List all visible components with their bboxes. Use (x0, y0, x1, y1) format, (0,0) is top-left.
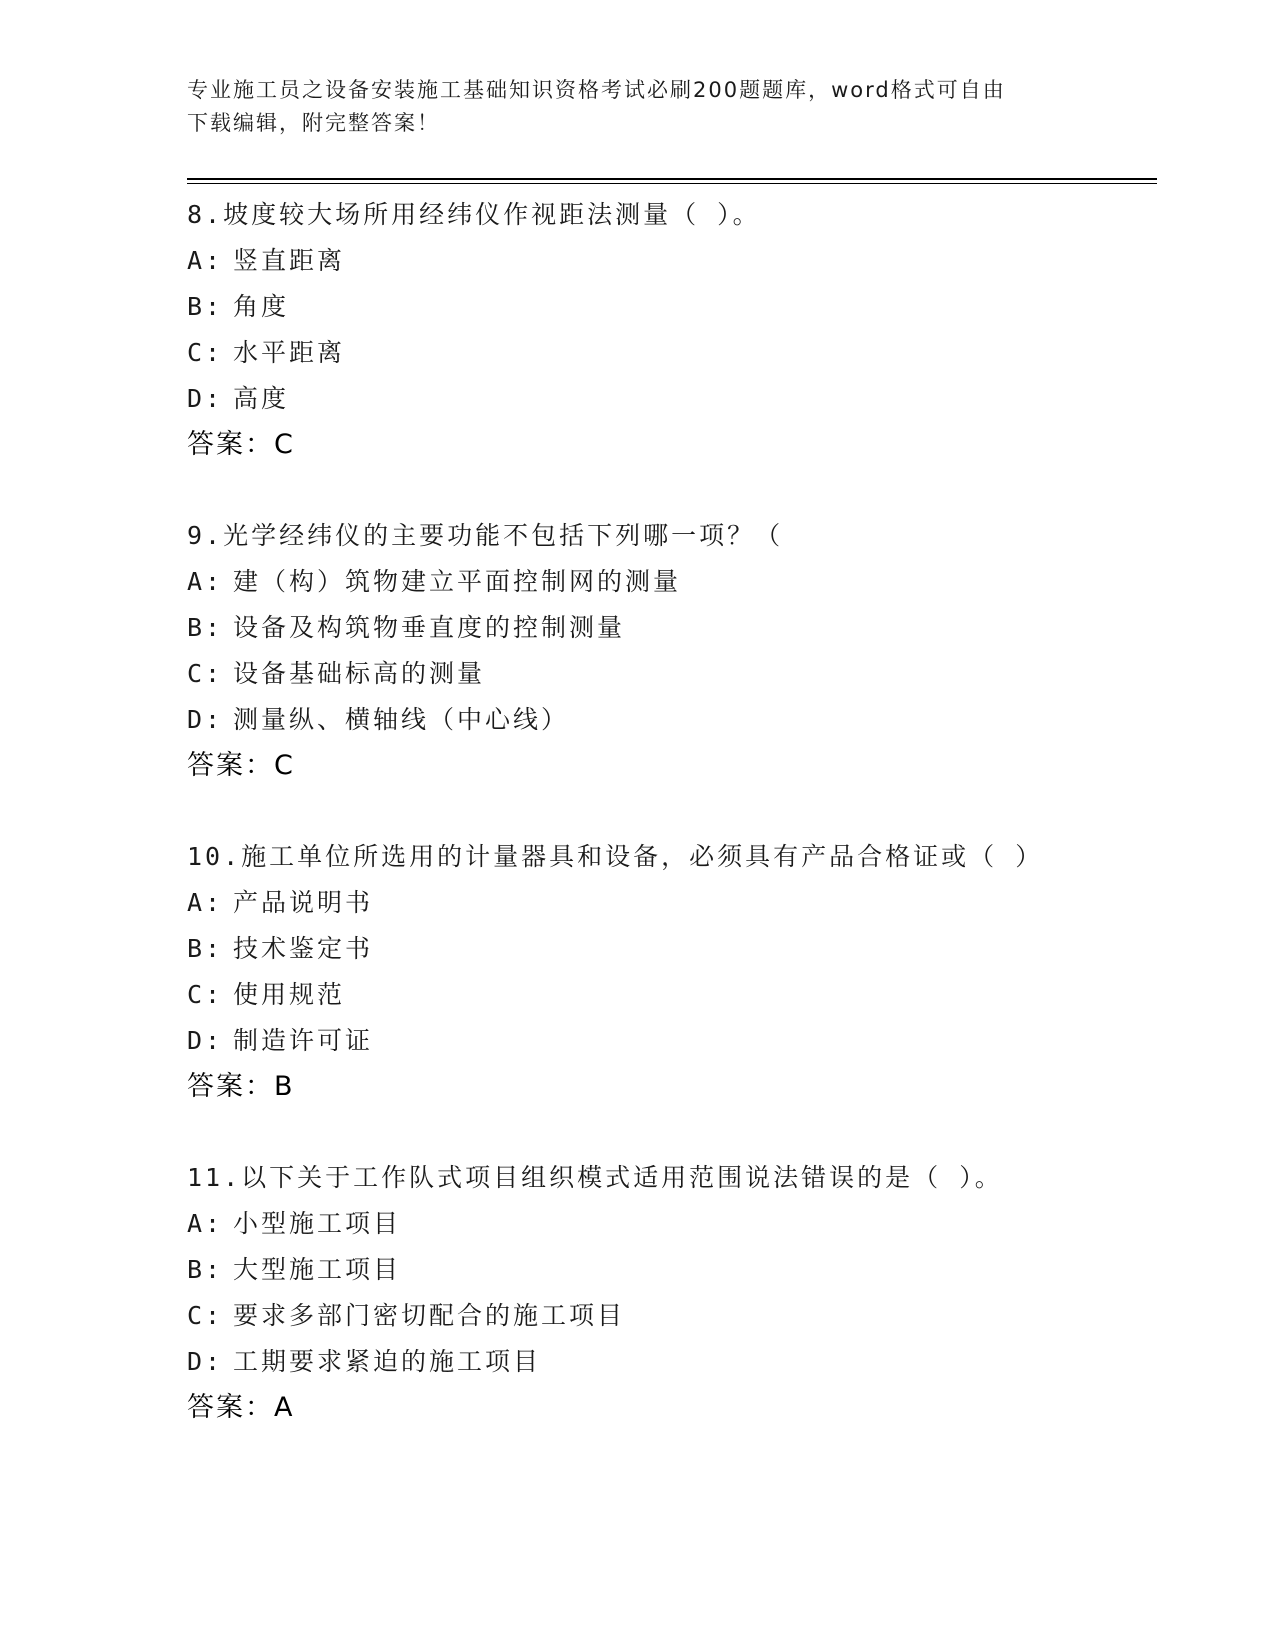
option-c (187, 330, 1147, 376)
question-list (187, 192, 1147, 1431)
option-text: 要求多部门密切配合的施工项目 (233, 1301, 626, 1330)
option-key: D: (187, 1026, 224, 1055)
option-text: 使用规范 (233, 980, 346, 1009)
option-text: 大型施工项目 (233, 1255, 402, 1284)
answer-line: 答案：A (187, 1392, 295, 1423)
option-a (187, 238, 1147, 284)
option-key: C: (187, 980, 224, 1009)
question-gap (187, 468, 1147, 513)
option-d (187, 376, 1147, 422)
option-key: C: (187, 659, 224, 688)
header-line-1: 专业施工员之设备安装施工基础知识资格考试必刷200题题库，word格式可自由 (187, 78, 1006, 102)
option-text: 设备及构筑物垂直度的控制测量 (233, 613, 626, 642)
question-item (187, 834, 1147, 1110)
option-key: B: (187, 613, 224, 642)
option-text: 小型施工项目 (233, 1209, 402, 1238)
header-divider-thick (187, 178, 1157, 180)
option-a (187, 559, 1147, 605)
option-b (187, 605, 1147, 651)
document-header (187, 74, 1087, 140)
option-c (187, 972, 1147, 1018)
option-key: A: (187, 1209, 224, 1238)
option-key: A: (187, 246, 224, 275)
option-key: A: (187, 888, 224, 917)
question-item (187, 1155, 1147, 1431)
answer-line: 答案：C (187, 429, 295, 460)
option-d (187, 697, 1147, 743)
option-d (187, 1339, 1147, 1385)
option-a (187, 1201, 1147, 1247)
option-b (187, 284, 1147, 330)
option-key: D: (187, 1347, 224, 1376)
option-key: A: (187, 567, 224, 596)
option-key: B: (187, 292, 224, 321)
question-stem: 8.坡度较大场所用经纬仪作视距法测量（ ）。 (187, 200, 761, 229)
option-d (187, 1018, 1147, 1064)
question-stem: 9.光学经纬仪的主要功能不包括下列哪一项？（ (187, 521, 784, 550)
option-key: B: (187, 934, 224, 963)
question-item (187, 513, 1147, 789)
answer-line: 答案：C (187, 750, 295, 781)
question-gap (187, 789, 1147, 834)
option-text: 竖直距离 (233, 246, 346, 275)
option-c (187, 651, 1147, 697)
option-c (187, 1293, 1147, 1339)
option-key: B: (187, 1255, 224, 1284)
question-stem: 10.施工单位所选用的计量器具和设备，必须具有产品合格证或（ ） (187, 842, 1044, 871)
option-text: 水平距离 (233, 338, 346, 367)
option-text: 设备基础标高的测量 (233, 659, 486, 688)
option-text: 技术鉴定书 (233, 934, 374, 963)
option-text: 测量纵、横轴线（中心线） (233, 705, 570, 734)
option-a (187, 880, 1147, 926)
option-b (187, 926, 1147, 972)
question-stem: 11.以下关于工作队式项目组织模式适用范围说法错误的是（ ）。 (187, 1163, 1003, 1192)
option-b (187, 1247, 1147, 1293)
question-gap (187, 1110, 1147, 1155)
header-divider-thin (187, 183, 1157, 184)
answer-line: 答案：B (187, 1071, 295, 1102)
option-key: D: (187, 705, 224, 734)
option-text: 高度 (233, 384, 290, 413)
question-item (187, 192, 1147, 468)
option-text: 建（构）筑物建立平面控制网的测量 (233, 567, 682, 596)
option-text: 产品说明书 (233, 888, 374, 917)
option-key: C: (187, 338, 224, 367)
option-text: 制造许可证 (233, 1026, 374, 1055)
option-text: 工期要求紧迫的施工项目 (233, 1347, 542, 1376)
option-text: 角度 (233, 292, 290, 321)
option-key: C: (187, 1301, 224, 1330)
header-line-2: 下载编辑，附完整答案！ (187, 111, 440, 135)
option-key: D: (187, 384, 224, 413)
